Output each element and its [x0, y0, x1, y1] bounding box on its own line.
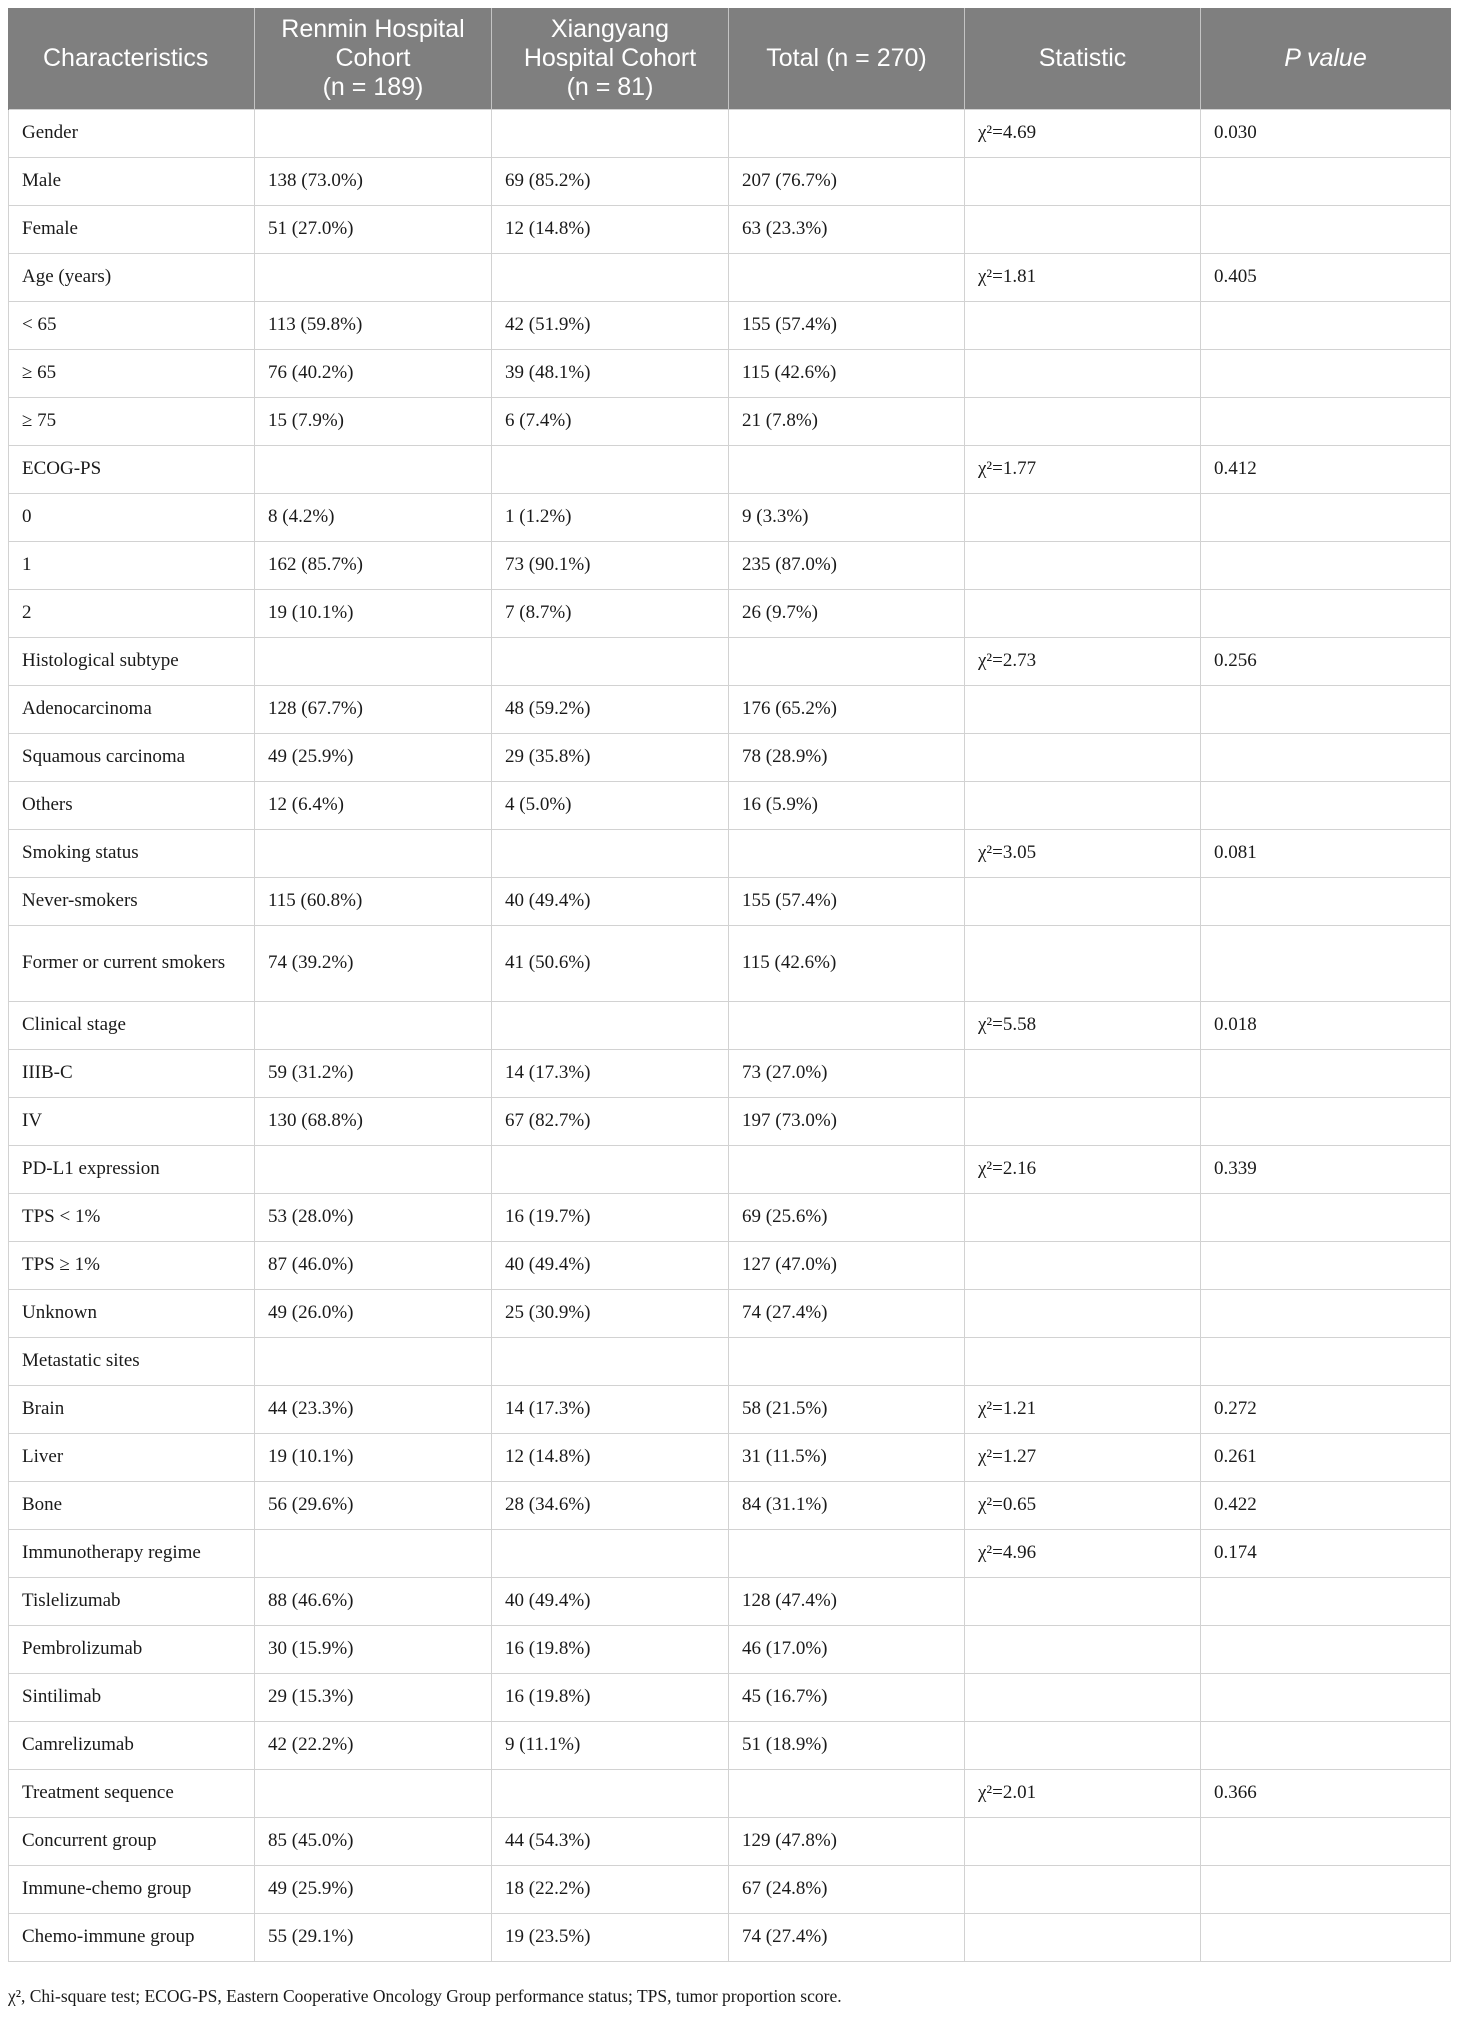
cell-xiangyang: 44 (54.3%): [492, 1817, 729, 1865]
cell-renmin: 49 (25.9%): [255, 1865, 492, 1913]
cell-total: 63 (23.3%): [729, 205, 965, 253]
cell-total: 9 (3.3%): [729, 493, 965, 541]
cell-p-value: [1201, 685, 1451, 733]
cell-renmin: [255, 637, 492, 685]
cell-characteristic: Concurrent group: [9, 1817, 255, 1865]
cell-renmin: 87 (46.0%): [255, 1241, 492, 1289]
cell-statistic: χ²=1.21: [965, 1385, 1201, 1433]
table-row: [9, 1577, 1451, 1625]
cell-xiangyang: 19 (23.5%): [492, 1913, 729, 1961]
cell-renmin: [255, 1529, 492, 1577]
cell-characteristic: Bone: [9, 1481, 255, 1529]
cell-xiangyang: 29 (35.8%): [492, 733, 729, 781]
table-row: [9, 1193, 1451, 1241]
cell-statistic: [965, 397, 1201, 445]
cell-p-value: 0.030: [1201, 109, 1451, 157]
cell-total: 115 (42.6%): [729, 925, 965, 1001]
cell-renmin: [255, 253, 492, 301]
cell-statistic: [965, 1817, 1201, 1865]
cell-total: 74 (27.4%): [729, 1289, 965, 1337]
cell-statistic: [965, 1913, 1201, 1961]
cell-xiangyang: [492, 445, 729, 493]
cell-xiangyang: 18 (22.2%): [492, 1865, 729, 1913]
cell-p-value: 0.272: [1201, 1385, 1451, 1433]
table-row: [9, 1385, 1451, 1433]
cell-characteristic: Age (years): [9, 253, 255, 301]
cell-total: 129 (47.8%): [729, 1817, 965, 1865]
cell-statistic: χ²=1.81: [965, 253, 1201, 301]
cell-p-value: 0.405: [1201, 253, 1451, 301]
cell-total: 235 (87.0%): [729, 541, 965, 589]
cell-characteristic: < 65: [9, 301, 255, 349]
cell-statistic: χ²=5.58: [965, 1001, 1201, 1049]
cell-characteristic: Tislelizumab: [9, 1577, 255, 1625]
cell-statistic: [965, 1625, 1201, 1673]
cell-p-value: [1201, 1337, 1451, 1385]
cell-renmin: [255, 1145, 492, 1193]
cell-statistic: χ²=0.65: [965, 1481, 1201, 1529]
table-row: [9, 1625, 1451, 1673]
cell-xiangyang: 40 (49.4%): [492, 1241, 729, 1289]
cell-p-value: 0.081: [1201, 829, 1451, 877]
cell-p-value: [1201, 493, 1451, 541]
cell-p-value: 0.261: [1201, 1433, 1451, 1481]
cell-renmin: 8 (4.2%): [255, 493, 492, 541]
cell-p-value: [1201, 349, 1451, 397]
table-row: [9, 301, 1451, 349]
table-row: [9, 1241, 1451, 1289]
cell-total: 73 (27.0%): [729, 1049, 965, 1097]
table-row: [9, 1673, 1451, 1721]
cell-total: [729, 1001, 965, 1049]
table-row: [9, 157, 1451, 205]
cell-p-value: [1201, 1289, 1451, 1337]
cell-xiangyang: 25 (30.9%): [492, 1289, 729, 1337]
cell-renmin: 88 (46.6%): [255, 1577, 492, 1625]
cell-characteristic: Camrelizumab: [9, 1721, 255, 1769]
header-xiangyang-cohort-text: Xiangyang Hospital Cohort (n = 81): [523, 14, 697, 101]
cell-statistic: [965, 1097, 1201, 1145]
cell-renmin: 85 (45.0%): [255, 1817, 492, 1865]
cell-xiangyang: 12 (14.8%): [492, 205, 729, 253]
cell-characteristic: Adenocarcinoma: [9, 685, 255, 733]
cell-p-value: 0.422: [1201, 1481, 1451, 1529]
cell-total: 78 (28.9%): [729, 733, 965, 781]
cell-total: 176 (65.2%): [729, 685, 965, 733]
cell-statistic: [965, 205, 1201, 253]
cell-characteristic: Never-smokers: [9, 877, 255, 925]
cell-xiangyang: 48 (59.2%): [492, 685, 729, 733]
cell-xiangyang: 28 (34.6%): [492, 1481, 729, 1529]
cell-total: [729, 445, 965, 493]
cell-statistic: [965, 1721, 1201, 1769]
cell-characteristic: 0: [9, 493, 255, 541]
cell-characteristic: Pembrolizumab: [9, 1625, 255, 1673]
cell-characteristic: Others: [9, 781, 255, 829]
table-row: [9, 1049, 1451, 1097]
cell-total: [729, 637, 965, 685]
cell-statistic: [965, 589, 1201, 637]
cell-total: 26 (9.7%): [729, 589, 965, 637]
cell-xiangyang: 40 (49.4%): [492, 1577, 729, 1625]
cell-renmin: 51 (27.0%): [255, 205, 492, 253]
header-row: [9, 8, 1451, 109]
table-row: [9, 1865, 1451, 1913]
cell-total: [729, 1529, 965, 1577]
table-row: [9, 685, 1451, 733]
table-row: [9, 1721, 1451, 1769]
cell-characteristic: Gender: [9, 109, 255, 157]
table-row: [9, 1817, 1451, 1865]
characteristics-table: [8, 8, 1451, 1962]
cell-xiangyang: 1 (1.2%): [492, 493, 729, 541]
cell-p-value: [1201, 925, 1451, 1001]
cell-p-value: [1201, 1193, 1451, 1241]
cell-total: 127 (47.0%): [729, 1241, 965, 1289]
cell-characteristic: ≥ 75: [9, 397, 255, 445]
cell-p-value: [1201, 1097, 1451, 1145]
cell-total: 45 (16.7%): [729, 1673, 965, 1721]
cell-renmin: 162 (85.7%): [255, 541, 492, 589]
cell-xiangyang: [492, 1001, 729, 1049]
table-row: [9, 1097, 1451, 1145]
header-renmin-cohort-text: Renmin Hospital Cohort (n = 189): [281, 14, 465, 101]
cell-renmin: 130 (68.8%): [255, 1097, 492, 1145]
cell-statistic: [965, 1337, 1201, 1385]
table-row: [9, 733, 1451, 781]
cell-characteristic: TPS ≥ 1%: [9, 1241, 255, 1289]
cell-statistic: χ²=4.96: [965, 1529, 1201, 1577]
cell-xiangyang: 16 (19.8%): [492, 1673, 729, 1721]
cell-p-value: [1201, 1577, 1451, 1625]
cell-p-value: [1201, 397, 1451, 445]
cell-statistic: [965, 301, 1201, 349]
cell-p-value: [1201, 733, 1451, 781]
cell-renmin: 138 (73.0%): [255, 157, 492, 205]
cell-statistic: [965, 1241, 1201, 1289]
cell-renmin: 30 (15.9%): [255, 1625, 492, 1673]
cell-p-value: 0.412: [1201, 445, 1451, 493]
cell-characteristic: Unknown: [9, 1289, 255, 1337]
cell-renmin: 53 (28.0%): [255, 1193, 492, 1241]
cell-p-value: 0.174: [1201, 1529, 1451, 1577]
cell-total: 115 (42.6%): [729, 349, 965, 397]
table-row: [9, 1001, 1451, 1049]
table-row: [9, 1289, 1451, 1337]
cell-total: [729, 1769, 965, 1817]
table-body: [9, 109, 1451, 1961]
cell-characteristic: Immune-chemo group: [9, 1865, 255, 1913]
cell-statistic: χ²=2.73: [965, 637, 1201, 685]
cell-characteristic: Metastatic sites: [9, 1337, 255, 1385]
table-row: [9, 1433, 1451, 1481]
cell-characteristic: TPS < 1%: [9, 1193, 255, 1241]
cell-renmin: 19 (10.1%): [255, 589, 492, 637]
cell-total: 58 (21.5%): [729, 1385, 965, 1433]
cell-characteristic: Former or current smokers: [9, 925, 255, 1001]
cell-statistic: [965, 925, 1201, 1001]
cell-characteristic: Treatment sequence: [9, 1769, 255, 1817]
cell-characteristic: Female: [9, 205, 255, 253]
cell-xiangyang: [492, 1145, 729, 1193]
cell-xiangyang: 40 (49.4%): [492, 877, 729, 925]
cell-characteristic: Histological subtype: [9, 637, 255, 685]
cell-characteristic: Chemo-immune group: [9, 1913, 255, 1961]
cell-total: 51 (18.9%): [729, 1721, 965, 1769]
header-xiangyang-cohort: [492, 8, 729, 109]
cell-xiangyang: [492, 1529, 729, 1577]
cell-p-value: [1201, 589, 1451, 637]
table-row: [9, 445, 1451, 493]
cell-p-value: 0.256: [1201, 637, 1451, 685]
cell-xiangyang: 4 (5.0%): [492, 781, 729, 829]
table-row: [9, 925, 1451, 1001]
cell-renmin: [255, 1337, 492, 1385]
cell-statistic: χ²=2.01: [965, 1769, 1201, 1817]
cell-p-value: [1201, 877, 1451, 925]
cell-characteristic: Sintilimab: [9, 1673, 255, 1721]
cell-renmin: 49 (26.0%): [255, 1289, 492, 1337]
cell-xiangyang: [492, 109, 729, 157]
cell-statistic: [965, 493, 1201, 541]
table-row: [9, 829, 1451, 877]
cell-renmin: 113 (59.8%): [255, 301, 492, 349]
cell-total: [729, 109, 965, 157]
cell-total: 46 (17.0%): [729, 1625, 965, 1673]
header-p-value-text: P value: [1284, 43, 1367, 72]
cell-characteristic: Brain: [9, 1385, 255, 1433]
cell-renmin: [255, 109, 492, 157]
cell-p-value: [1201, 301, 1451, 349]
cell-characteristic: 2: [9, 589, 255, 637]
table-row: [9, 541, 1451, 589]
cell-renmin: 55 (29.1%): [255, 1913, 492, 1961]
table-row: [9, 1913, 1451, 1961]
cell-total: [729, 1145, 965, 1193]
cell-total: 155 (57.4%): [729, 301, 965, 349]
cell-characteristic: Immunotherapy regime: [9, 1529, 255, 1577]
cell-statistic: [965, 1049, 1201, 1097]
cell-characteristic: ≥ 65: [9, 349, 255, 397]
table-row: [9, 1145, 1451, 1193]
cell-total: [729, 1337, 965, 1385]
header-characteristics: Characteristics: [9, 8, 255, 109]
cell-p-value: [1201, 1625, 1451, 1673]
cell-renmin: 115 (60.8%): [255, 877, 492, 925]
header-renmin-cohort: [255, 8, 492, 109]
cell-p-value: [1201, 1817, 1451, 1865]
cell-renmin: 12 (6.4%): [255, 781, 492, 829]
cell-renmin: 19 (10.1%): [255, 1433, 492, 1481]
cell-statistic: [965, 781, 1201, 829]
cell-renmin: 42 (22.2%): [255, 1721, 492, 1769]
cell-total: [729, 829, 965, 877]
cell-p-value: [1201, 1913, 1451, 1961]
header-statistic: Statistic: [965, 8, 1201, 109]
table-row: [9, 1481, 1451, 1529]
table-row: [9, 877, 1451, 925]
table-row: [9, 109, 1451, 157]
cell-renmin: [255, 445, 492, 493]
cell-renmin: 128 (67.7%): [255, 685, 492, 733]
header-total: Total (n = 270): [729, 8, 965, 109]
cell-xiangyang: 67 (82.7%): [492, 1097, 729, 1145]
cell-p-value: [1201, 1241, 1451, 1289]
cell-total: [729, 253, 965, 301]
cell-total: 16 (5.9%): [729, 781, 965, 829]
cell-renmin: 59 (31.2%): [255, 1049, 492, 1097]
cell-p-value: [1201, 541, 1451, 589]
table-row: [9, 349, 1451, 397]
cell-characteristic: Clinical stage: [9, 1001, 255, 1049]
cell-total: 21 (7.8%): [729, 397, 965, 445]
cell-p-value: [1201, 205, 1451, 253]
cell-characteristic: Male: [9, 157, 255, 205]
cell-renmin: [255, 829, 492, 877]
cell-xiangyang: [492, 1337, 729, 1385]
cell-p-value: [1201, 1721, 1451, 1769]
cell-statistic: [965, 877, 1201, 925]
cell-statistic: [965, 1577, 1201, 1625]
cell-xiangyang: 12 (14.8%): [492, 1433, 729, 1481]
table-row: [9, 253, 1451, 301]
cell-renmin: 49 (25.9%): [255, 733, 492, 781]
cell-characteristic: IIIB-C: [9, 1049, 255, 1097]
cell-statistic: [965, 1673, 1201, 1721]
cell-xiangyang: 41 (50.6%): [492, 925, 729, 1001]
cell-statistic: [965, 349, 1201, 397]
cell-total: 197 (73.0%): [729, 1097, 965, 1145]
cell-xiangyang: 39 (48.1%): [492, 349, 729, 397]
cell-statistic: [965, 1289, 1201, 1337]
cell-total: 207 (76.7%): [729, 157, 965, 205]
cell-statistic: [965, 541, 1201, 589]
cell-p-value: 0.366: [1201, 1769, 1451, 1817]
cell-p-value: 0.018: [1201, 1001, 1451, 1049]
cell-xiangyang: 7 (8.7%): [492, 589, 729, 637]
cell-xiangyang: 16 (19.7%): [492, 1193, 729, 1241]
cell-xiangyang: 73 (90.1%): [492, 541, 729, 589]
table-row: [9, 781, 1451, 829]
cell-xiangyang: 6 (7.4%): [492, 397, 729, 445]
cell-characteristic: 1: [9, 541, 255, 589]
table-row: [9, 1529, 1451, 1577]
cell-total: 84 (31.1%): [729, 1481, 965, 1529]
cell-xiangyang: [492, 829, 729, 877]
cell-xiangyang: 14 (17.3%): [492, 1385, 729, 1433]
cell-characteristic: Squamous carcinoma: [9, 733, 255, 781]
cell-characteristic: PD-L1 expression: [9, 1145, 255, 1193]
cell-statistic: χ²=2.16: [965, 1145, 1201, 1193]
cell-renmin: 56 (29.6%): [255, 1481, 492, 1529]
cell-total: 69 (25.6%): [729, 1193, 965, 1241]
cell-total: 128 (47.4%): [729, 1577, 965, 1625]
cell-p-value: [1201, 157, 1451, 205]
table-container: [8, 8, 1450, 1962]
cell-p-value: [1201, 781, 1451, 829]
cell-total: 31 (11.5%): [729, 1433, 965, 1481]
cell-statistic: χ²=1.77: [965, 445, 1201, 493]
cell-total: 67 (24.8%): [729, 1865, 965, 1913]
cell-xiangyang: [492, 637, 729, 685]
cell-characteristic: Smoking status: [9, 829, 255, 877]
cell-xiangyang: [492, 1769, 729, 1817]
table-row: [9, 205, 1451, 253]
cell-p-value: 0.339: [1201, 1145, 1451, 1193]
cell-statistic: [965, 733, 1201, 781]
cell-statistic: [965, 1865, 1201, 1913]
table-row: [9, 637, 1451, 685]
cell-xiangyang: 42 (51.9%): [492, 301, 729, 349]
cell-p-value: [1201, 1865, 1451, 1913]
cell-characteristic: ECOG-PS: [9, 445, 255, 493]
cell-total: 74 (27.4%): [729, 1913, 965, 1961]
cell-statistic: χ²=1.27: [965, 1433, 1201, 1481]
cell-renmin: 15 (7.9%): [255, 397, 492, 445]
cell-statistic: [965, 1193, 1201, 1241]
cell-statistic: [965, 157, 1201, 205]
cell-renmin: 44 (23.3%): [255, 1385, 492, 1433]
cell-xiangyang: 14 (17.3%): [492, 1049, 729, 1097]
header-p-value: [1201, 8, 1451, 109]
footnote: χ², Chi-square test; ECOG-PS, Eastern Cooperative Oncology Group performance status; TPS, tumor proportion score.: [8, 1986, 842, 2006]
cell-renmin: 74 (39.2%): [255, 925, 492, 1001]
table-row: [9, 493, 1451, 541]
cell-characteristic: Liver: [9, 1433, 255, 1481]
cell-xiangyang: [492, 253, 729, 301]
cell-p-value: [1201, 1049, 1451, 1097]
cell-xiangyang: 16 (19.8%): [492, 1625, 729, 1673]
table-row: [9, 589, 1451, 637]
cell-xiangyang: 9 (11.1%): [492, 1721, 729, 1769]
cell-renmin: [255, 1001, 492, 1049]
cell-statistic: χ²=4.69: [965, 109, 1201, 157]
table-row: [9, 1769, 1451, 1817]
cell-renmin: [255, 1769, 492, 1817]
cell-statistic: χ²=3.05: [965, 829, 1201, 877]
cell-total: 155 (57.4%): [729, 877, 965, 925]
cell-renmin: 29 (15.3%): [255, 1673, 492, 1721]
cell-xiangyang: 69 (85.2%): [492, 157, 729, 205]
table-row: [9, 397, 1451, 445]
cell-renmin: 76 (40.2%): [255, 349, 492, 397]
cell-statistic: [965, 685, 1201, 733]
table-row: [9, 1337, 1451, 1385]
cell-p-value: [1201, 1673, 1451, 1721]
cell-characteristic: IV: [9, 1097, 255, 1145]
